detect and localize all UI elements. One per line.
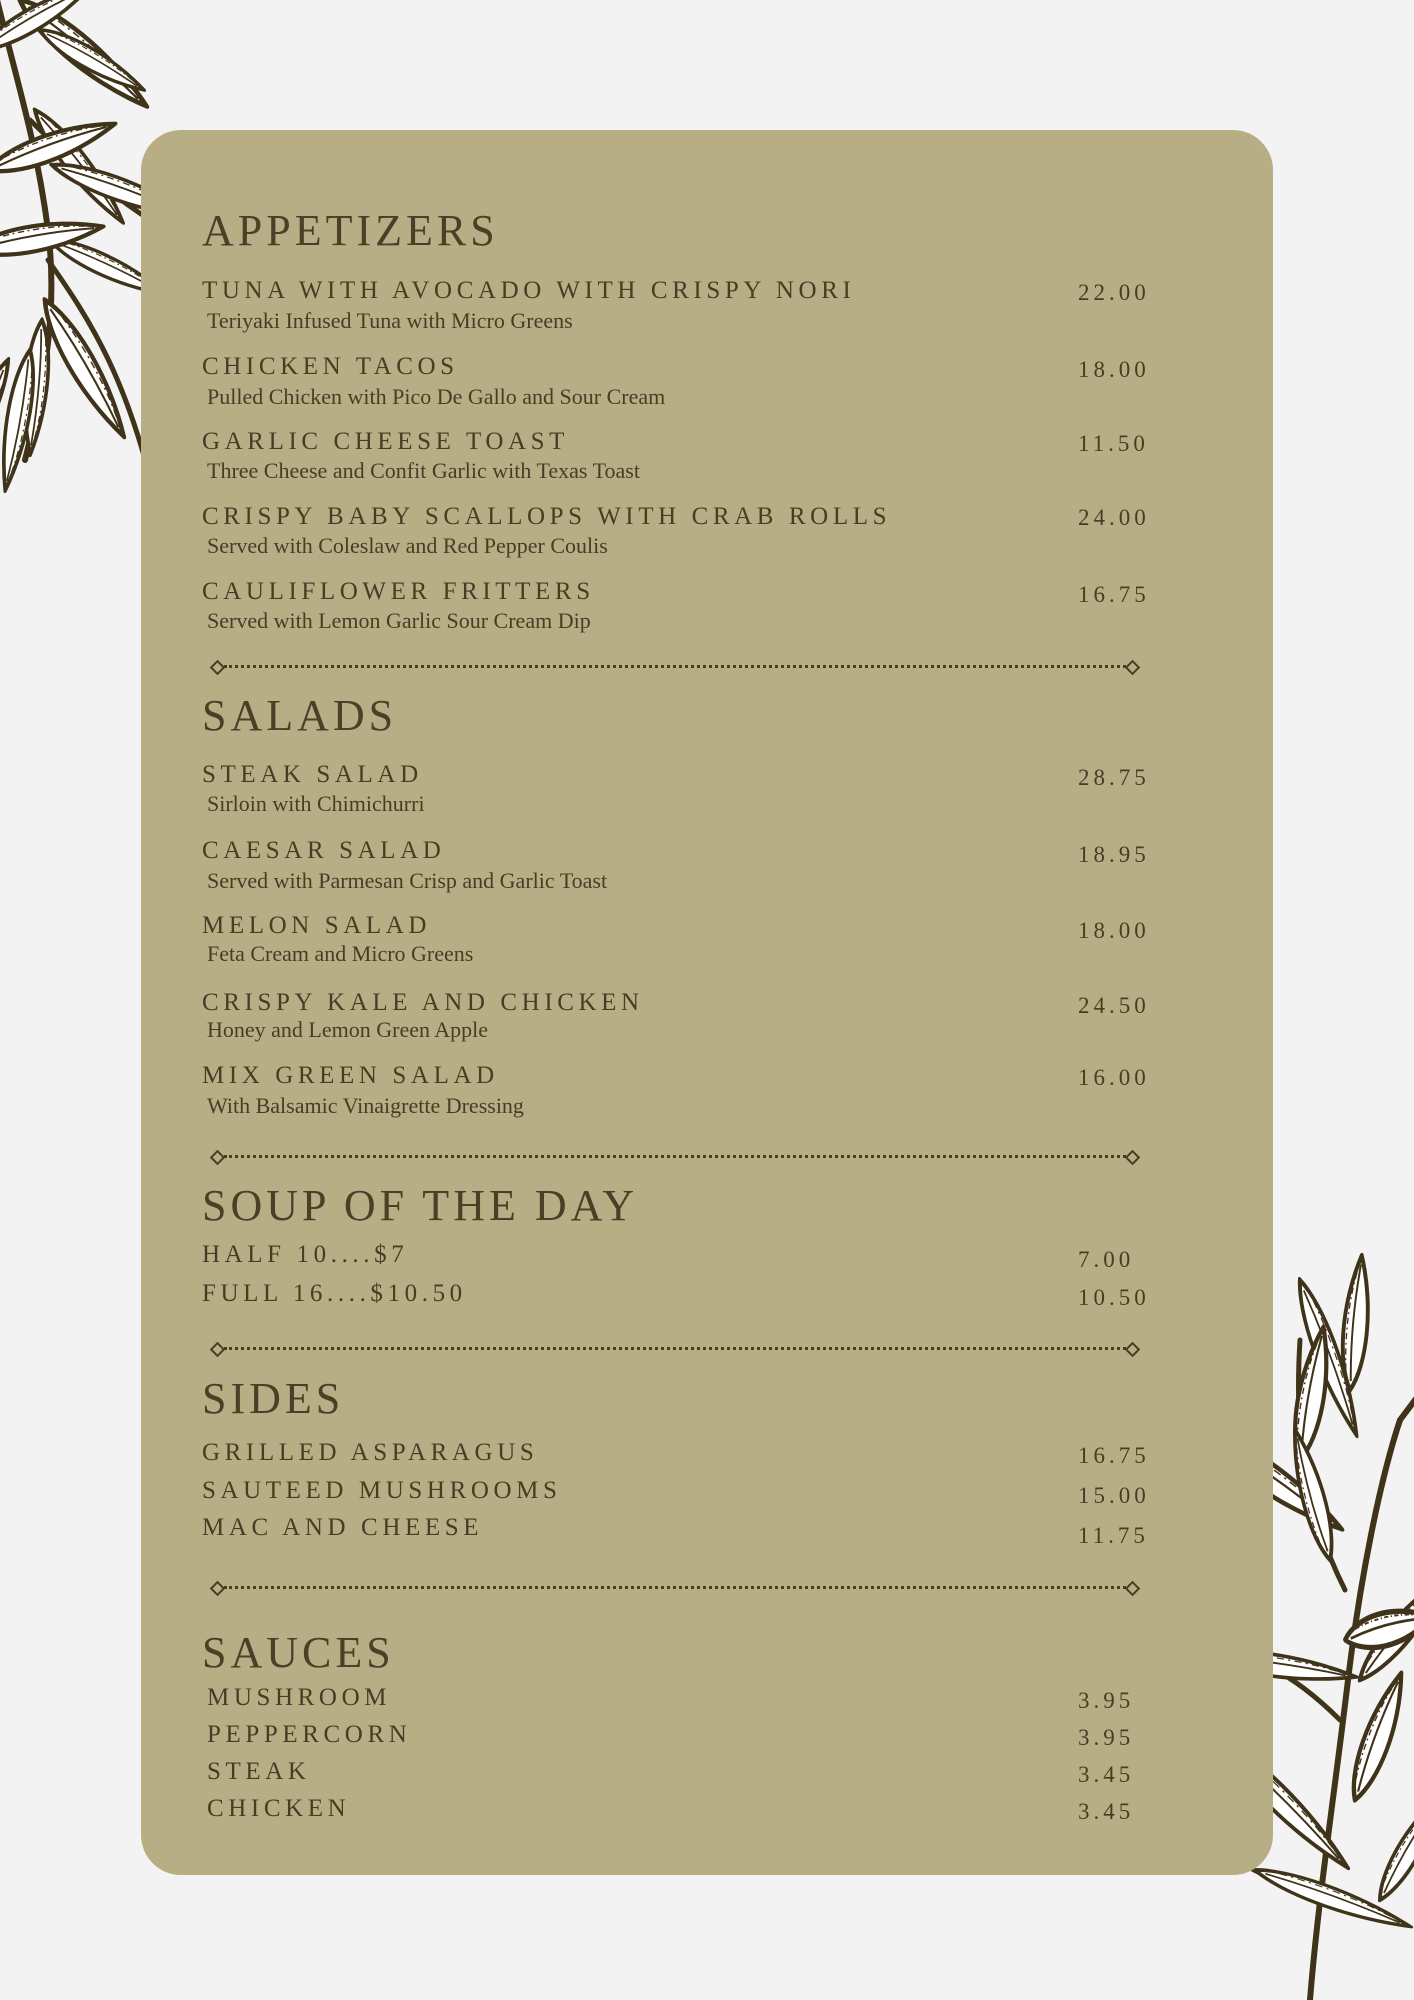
menu-item-price: 16.75 — [1078, 1443, 1150, 1468]
menu-item-price: 7.00 — [1078, 1247, 1135, 1272]
menu-item-desc: Pulled Chicken with Pico De Gallo and Sour Cream — [207, 384, 666, 409]
menu-item-name: STEAK SALAD — [202, 761, 423, 788]
menu-item-name: PEPPERCORN — [207, 1721, 412, 1748]
menu-item-desc: Served with Parmesan Crisp and Garlic Toast — [207, 868, 608, 893]
menu-item-name: TUNA WITH AVOCADO WITH CRISPY NORI — [202, 277, 856, 304]
menu-item-price: 10.50 — [1078, 1285, 1150, 1310]
section-divider — [212, 1342, 1138, 1356]
menu-item-name: MUSHROOM — [207, 1684, 392, 1711]
menu-item-name: GRILLED ASPARAGUS — [202, 1439, 539, 1466]
menu-item-name: MIX GREEN SALAD — [202, 1062, 499, 1089]
menu-item-name: MAC AND CHEESE — [202, 1514, 484, 1541]
menu-item-desc: Teriyaki Infused Tuna with Micro Greens — [207, 308, 573, 333]
menu-item-price: 15.00 — [1078, 1483, 1150, 1508]
menu-item-desc: Sirloin with Chimichurri — [207, 791, 425, 816]
section-title-salads: SALADS — [202, 691, 398, 740]
menu-item-price: 3.45 — [1078, 1762, 1135, 1787]
menu-item-desc: With Balsamic Vinaigrette Dressing — [207, 1093, 524, 1118]
menu-item-desc: Served with Lemon Garlic Sour Cream Dip — [207, 608, 591, 633]
section-title-sides: SIDES — [202, 1374, 345, 1423]
menu-item-price: 28.75 — [1078, 765, 1150, 790]
menu-item-price: 3.95 — [1078, 1688, 1135, 1713]
menu-item-price: 3.45 — [1078, 1799, 1135, 1824]
menu-item-name: CHICKEN TACOS — [202, 353, 459, 380]
menu-item-name: MELON SALAD — [202, 912, 432, 939]
menu-item-price: 11.75 — [1078, 1523, 1149, 1548]
menu-item-name: CAULIFLOWER FRITTERS — [202, 578, 595, 605]
menu-item-price: 24.50 — [1078, 993, 1150, 1018]
menu-item-desc: Three Cheese and Confit Garlic with Texas Toast — [207, 458, 640, 483]
menu-item-price: 18.00 — [1078, 918, 1150, 943]
menu-item-name: CRISPY BABY SCALLOPS WITH CRAB ROLLS — [202, 503, 892, 530]
menu-item-price: 3.95 — [1078, 1725, 1135, 1750]
menu-item-name: GARLIC CHEESE TOAST — [202, 428, 570, 455]
menu-item-name: CHICKEN — [207, 1795, 351, 1822]
menu-item-price: 16.75 — [1078, 582, 1150, 607]
menu-item-price: 18.95 — [1078, 842, 1150, 867]
menu-item-name: SAUTEED MUSHROOMS — [202, 1477, 562, 1504]
menu-item-name: STEAK — [207, 1758, 311, 1785]
menu-item-desc: Feta Cream and Micro Greens — [207, 941, 474, 966]
section-divider — [212, 1150, 1138, 1164]
menu-item-price: 11.50 — [1078, 431, 1149, 456]
menu-item-price: 24.00 — [1078, 505, 1150, 530]
section-title-soup-of-the-day: SOUP OF THE DAY — [202, 1181, 639, 1230]
menu-item-price: 16.00 — [1078, 1065, 1150, 1090]
menu-item-desc: Honey and Lemon Green Apple — [207, 1017, 489, 1042]
menu-item-desc: Served with Coleslaw and Red Pepper Coulis — [207, 533, 608, 558]
section-title-appetizers: APPETIZERS — [202, 206, 499, 255]
menu-item-name: CAESAR SALAD — [202, 837, 446, 864]
section-divider — [212, 1581, 1138, 1595]
menu-item-name: FULL 16....$10.50 — [202, 1280, 467, 1307]
menu-item-name: HALF 10....$7 — [202, 1241, 409, 1268]
section-divider — [212, 660, 1138, 674]
section-title-sauces: SAUCES — [202, 1628, 395, 1677]
menu-item-price: 18.00 — [1078, 357, 1150, 382]
menu-item-price: 22.00 — [1078, 280, 1150, 305]
menu-item-name: CRISPY KALE AND CHICKEN — [202, 989, 644, 1016]
